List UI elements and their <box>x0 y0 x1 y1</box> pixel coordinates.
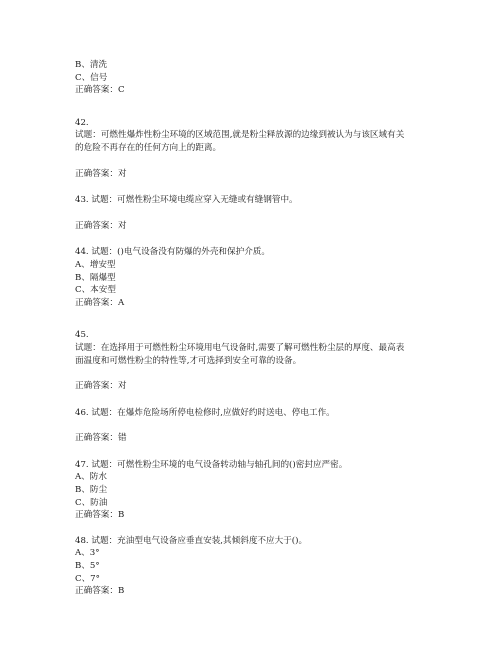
option-c: C、本安型 <box>75 285 116 296</box>
option-c: C、7° <box>75 573 100 584</box>
question-stem: 47. 试题：可燃性粉尘环境的电气设备转动轴与轴孔间的()密封应严密。 <box>75 459 348 470</box>
option-a: A、防水 <box>75 472 107 483</box>
question-stem: 46. 试题：在爆炸危险场所停电检修时,应做好约时送电、停电工作。 <box>75 407 335 418</box>
question-stem: 48. 试题：充油型电气设备应垂直安装,其倾斜度不应大于()。 <box>75 535 308 546</box>
answer-line: 正确答案：B <box>75 510 125 521</box>
answer-line: 正确答案：对 <box>75 168 127 179</box>
option-b: B、清洗 <box>75 60 108 70</box>
option-b: B、5° <box>75 561 100 572</box>
option-b: B、隔爆型 <box>75 272 116 283</box>
answer-line: 正确答案：C <box>75 85 125 96</box>
option-c: C、信号 <box>75 72 108 83</box>
option-c: C、防油 <box>75 497 108 508</box>
option-a: A、增安型 <box>75 259 116 270</box>
option-b: B、防尘 <box>75 485 108 496</box>
question-stem: 43. 试题：可燃性粉尘环境电缆应穿入无缝或有缝钢管中。 <box>75 195 298 206</box>
question-number: 45. <box>75 330 89 341</box>
document-page <box>75 59 435 598</box>
question-stem: 44. 试题：()电气设备没有防爆的外壳和保护介质。 <box>75 247 270 258</box>
answer-line: 正确答案：对 <box>75 381 127 392</box>
option-a: A、3° <box>75 548 100 559</box>
answer-line: 正确答案：对 <box>75 220 127 231</box>
question-stem: 试题：可燃性爆炸性粉尘环境的区域范围,就是粉尘释放源的边缘到被认为与该区域有关的危险不再存在的任何方向上的距离。 <box>75 130 405 153</box>
answer-line: 正确答案：B <box>75 586 125 597</box>
question-number: 42. <box>75 117 89 128</box>
answer-line: 正确答案：错 <box>75 433 127 444</box>
answer-line: 正确答案：A <box>75 297 125 308</box>
question-stem: 试题：在选择用于可燃性粉尘环境用电气设备时,需要了解可燃性粉尘层的厚度、最高表面温度和可燃性粉尘的特性等,才可选择到安全可靠的设备。 <box>75 342 405 366</box>
